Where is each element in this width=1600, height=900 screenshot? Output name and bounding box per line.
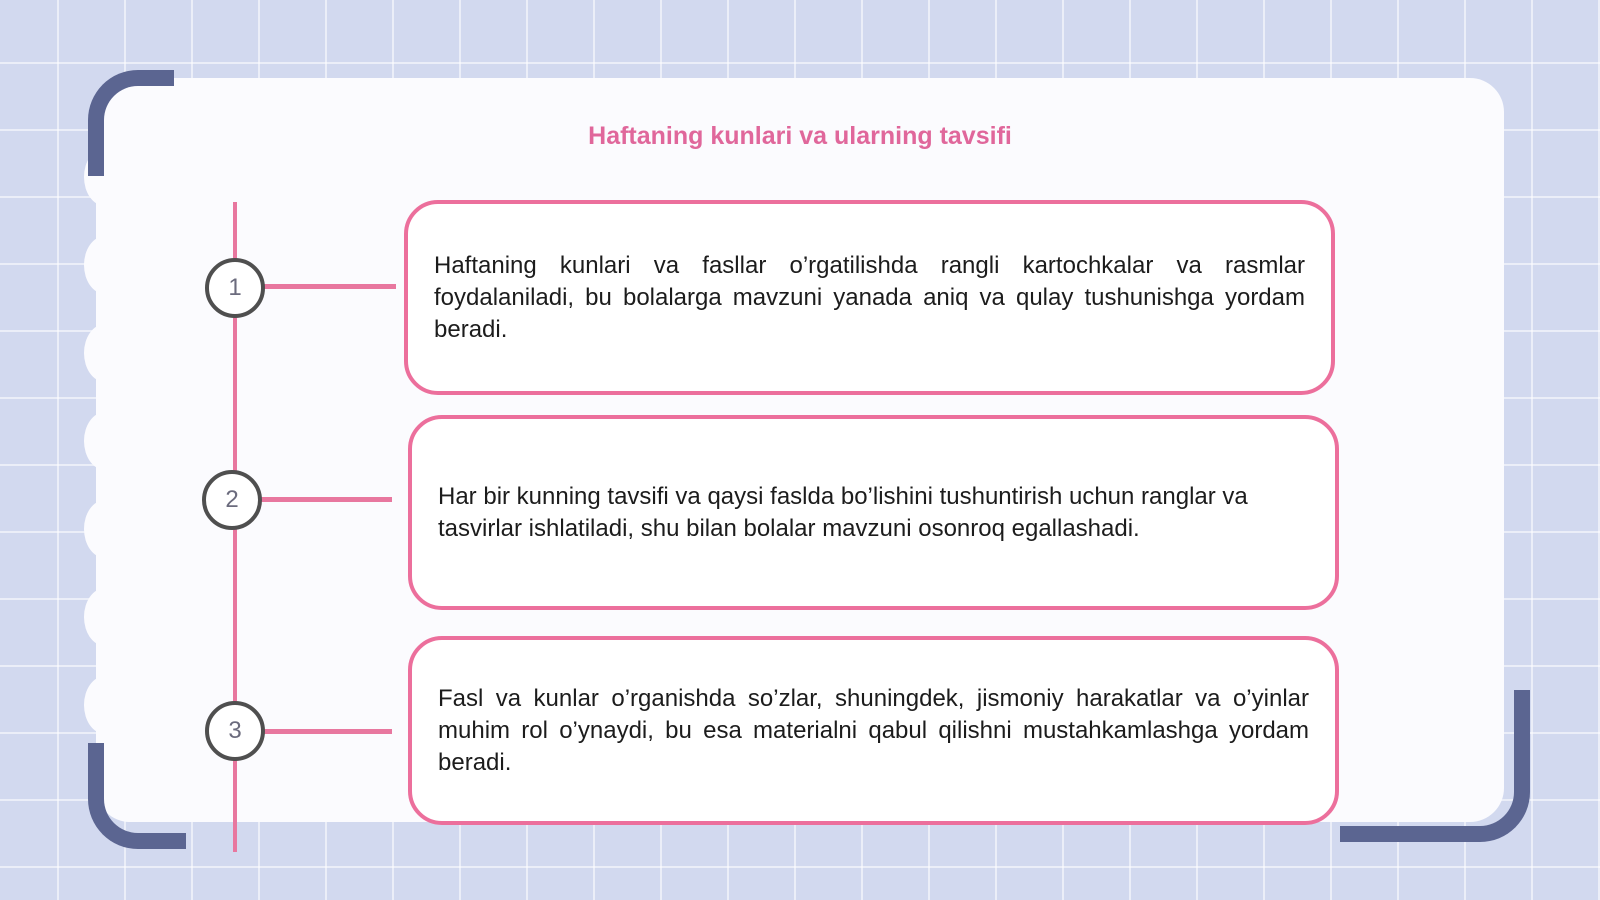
step-number-3: 3 <box>205 701 265 761</box>
corner-bracket-bottom-right <box>1340 690 1530 842</box>
notebook-edge-bump <box>84 412 126 470</box>
step-number-2: 2 <box>202 470 262 530</box>
notebook-edge-bump <box>84 676 126 734</box>
notebook-edge-bump <box>84 500 126 558</box>
notebook-edge-bump <box>84 324 126 382</box>
timeline-connector-1 <box>264 284 396 289</box>
timeline-connector-2 <box>260 497 392 502</box>
timeline-connector-3 <box>264 729 392 734</box>
step-number-1: 1 <box>205 258 265 318</box>
notebook-edge-bump <box>84 236 126 294</box>
step-text-2: Har bir kunning tavsifi va qaysi faslda bo’lishini tushuntirish uchun ranglar va tasvirlar ishlatiladi, shu bilan bolalar mavzuni osonroq egallashadi. <box>438 482 1248 542</box>
step-box-3 <box>408 636 1339 825</box>
step-text-3: Fasl va kunlar o’rganishda so’zlar, shuningdek, jismoniy harakatlar va o’yinlar muhim rol o’ynaydi, bu esa materialni qabul qilishni mustahkamlashga yordam beradi. <box>438 684 1309 776</box>
corner-bracket-bottom-left <box>88 743 186 849</box>
step-text-1: Haftaning kunlari va fasllar o’rgatilishda rangli kartochkalar va rasmlar foydalaniladi, bu bolalarga mavzuni yanada aniq va qulay tushunishga yordam beradi. <box>434 251 1305 343</box>
slide-title: Haftaning kunlari va ularning tavsifi <box>588 122 1012 150</box>
step-box-2 <box>408 415 1339 610</box>
step-box-1 <box>404 200 1335 395</box>
notebook-edge-bump <box>84 588 126 646</box>
